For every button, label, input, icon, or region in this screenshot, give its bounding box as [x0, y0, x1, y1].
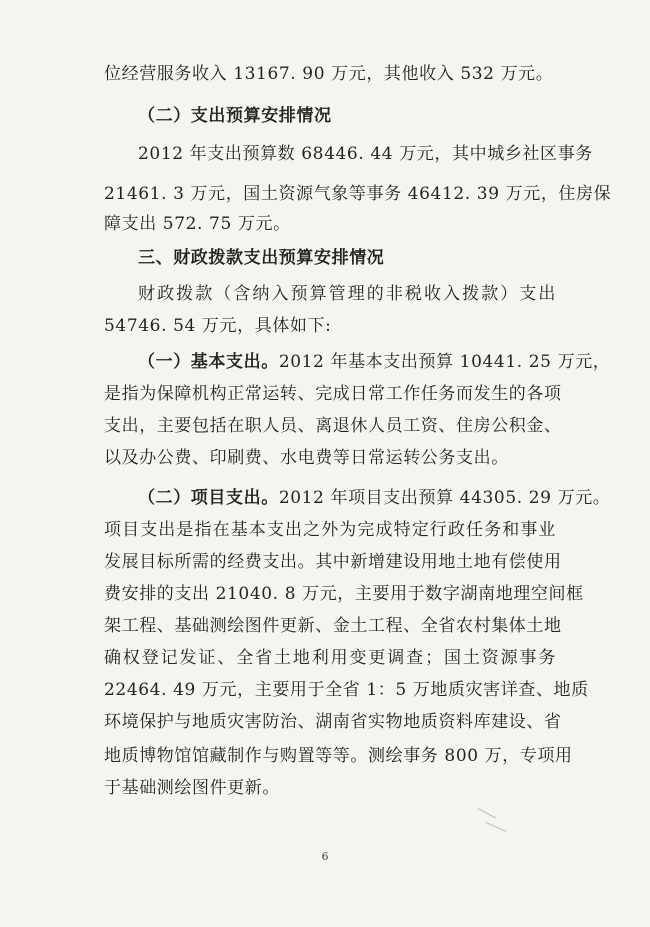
text-line: 发展目标所需的经费支出。其中新增建设用地土地有偿使用: [104, 552, 562, 572]
text-line: 22464. 49 万元，主要用于全省 1：5 万地质灾害详查、地质: [104, 680, 589, 700]
paragraph-line: [138, 348, 611, 376]
basic-expenditure-heading: （一）基本支出。: [138, 352, 279, 372]
page-number: 6: [321, 850, 329, 863]
text-line: 于基础测绘图件更新。: [104, 778, 280, 798]
paragraph-line: [138, 484, 611, 512]
project-expenditure-heading: （二）项目支出。: [138, 488, 279, 508]
scan-mark: [486, 822, 507, 832]
text-line: 财政拨款（含纳入预算管理的非税收入拨款）支出: [138, 284, 556, 304]
scan-mark: [478, 808, 496, 818]
text-line: 以及办公费、印刷费、水电费等日常运转公务支出。: [104, 448, 509, 468]
text-line: 项目支出是指在基本支出之外为完成特定行政任务和事业: [104, 520, 556, 540]
text-line: 21461. 3 万元，国土资源气象等事务 46412. 39 万元，住房保: [104, 184, 612, 204]
text-line: 2012 年支出预算数 68446. 44 万元，其中城乡社区事务: [138, 144, 593, 164]
text-line: 地质博物馆馆藏制作与购置等等。测绘事务 800 万，专项用: [104, 746, 573, 766]
text-run: 2012 年项目支出预算 44305. 29 万元。: [278, 488, 611, 508]
text-line: 障支出 572. 75 万元。: [104, 214, 291, 234]
section-heading: 三、财政拨款支出预算安排情况: [138, 248, 385, 268]
text-run: 2012 年基本支出预算 10441. 25 万元，: [278, 352, 611, 372]
text-line: 费安排的支出 21040. 8 万元，主要用于数字湖南地理空间框: [104, 584, 584, 604]
text-line: 是指为保障机构正常运转、完成日常工作任务而发生的各项: [104, 384, 562, 404]
text-line: 位经营服务收入 13167. 90 万元，其他收入 532 万元。: [104, 64, 554, 84]
subheading: （二）支出预算安排情况: [138, 106, 332, 126]
text-line: 支出，主要包括在职人员、离退休人员工资、住房公积金、: [104, 416, 562, 436]
text-line: 架工程、基础测绘图件更新、金土工程、全省农村集体土地: [104, 616, 562, 636]
text-line: 54746. 54 万元，具体如下:: [104, 316, 332, 336]
text-line: 环境保护与地质灾害防治、湖南省实物地质资料库建设、省: [104, 712, 562, 732]
text-line: 确权登记发证、全省土地利用变更调查；国土资源事务: [104, 648, 556, 668]
